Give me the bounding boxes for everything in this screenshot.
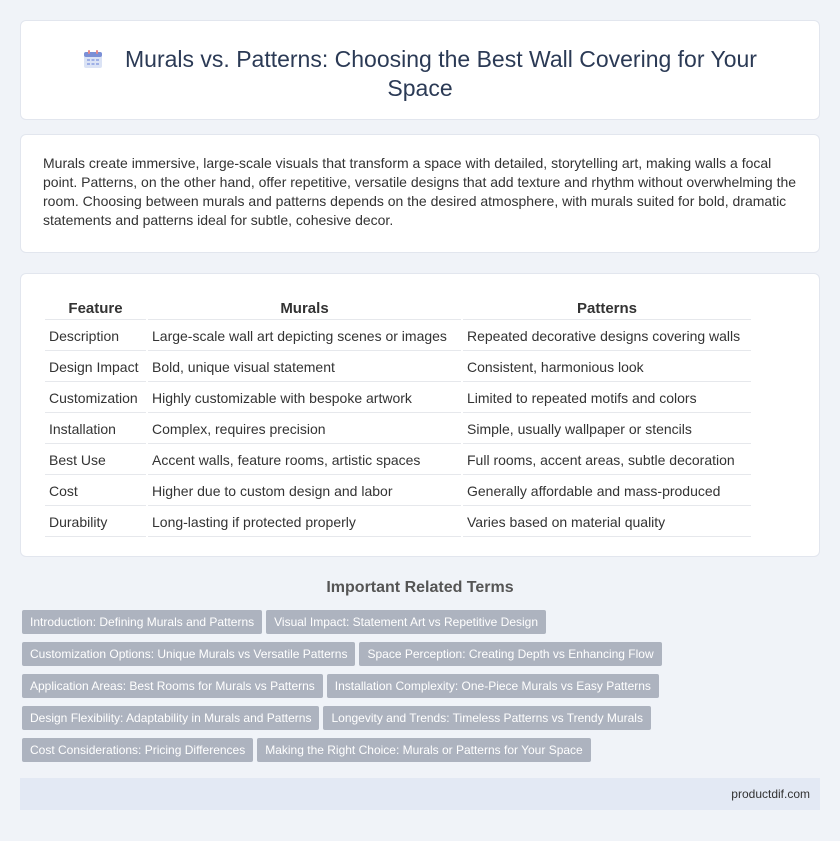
table-cell: Consistent, harmonious look bbox=[463, 353, 751, 382]
table-cell: Higher due to custom design and labor bbox=[148, 477, 461, 506]
comparison-table bbox=[43, 296, 753, 539]
table-cell: Long-lasting if protected properly bbox=[148, 508, 461, 537]
column-header-feature: Feature bbox=[45, 298, 146, 320]
table-row bbox=[45, 508, 751, 537]
table-cell: Repeated decorative designs covering walls bbox=[463, 322, 751, 351]
table-row bbox=[45, 446, 751, 475]
tag-row bbox=[22, 642, 802, 674]
table-cell: Description bbox=[45, 322, 146, 351]
table-row bbox=[45, 322, 751, 351]
intro-card bbox=[20, 134, 820, 253]
tag-row bbox=[22, 674, 802, 706]
column-header-patterns: Patterns bbox=[463, 298, 751, 320]
table-cell: Varies based on material quality bbox=[463, 508, 751, 537]
table-cell: Full rooms, accent areas, subtle decoration bbox=[463, 446, 751, 475]
column-header-murals: Murals bbox=[148, 298, 461, 320]
footer-site-link[interactable]: productdif.com bbox=[731, 787, 810, 801]
footer bbox=[20, 778, 820, 810]
related-terms-list bbox=[22, 610, 802, 770]
table-cell: Durability bbox=[45, 508, 146, 537]
table-cell: Accent walls, feature rooms, artistic spaces bbox=[148, 446, 461, 475]
calendar-icon bbox=[83, 49, 103, 69]
table-cell: Installation bbox=[45, 415, 146, 444]
table-cell: Best Use bbox=[45, 446, 146, 475]
related-term-tag[interactable]: Installation Complexity: One-Piece Murals vs Easy Patterns bbox=[327, 674, 659, 698]
table-cell: Bold, unique visual statement bbox=[148, 353, 461, 382]
table-cell: Complex, requires precision bbox=[148, 415, 461, 444]
comparison-card bbox=[20, 273, 820, 557]
related-term-tag[interactable]: Introduction: Defining Murals and Patterns bbox=[22, 610, 262, 634]
tag-row bbox=[22, 738, 802, 770]
header-card bbox=[20, 20, 820, 120]
related-term-tag[interactable]: Space Perception: Creating Depth vs Enhancing Flow bbox=[359, 642, 661, 666]
related-term-tag[interactable]: Longevity and Trends: Timeless Patterns vs Trendy Murals bbox=[323, 706, 650, 730]
related-terms-title: Important Related Terms bbox=[326, 579, 514, 596]
table-cell: Design Impact bbox=[45, 353, 146, 382]
related-term-tag[interactable]: Customization Options: Unique Murals vs Versatile Patterns bbox=[22, 642, 355, 666]
related-term-tag[interactable]: Application Areas: Best Rooms for Murals vs Patterns bbox=[22, 674, 323, 698]
page-title-text: Murals vs. Patterns: Choosing the Best Wall Covering for Your Space bbox=[125, 46, 757, 101]
table-cell: Generally affordable and mass-produced bbox=[463, 477, 751, 506]
table-row bbox=[45, 415, 751, 444]
table-cell: Limited to repeated motifs and colors bbox=[463, 384, 751, 413]
table-row bbox=[45, 477, 751, 506]
table-cell: Large-scale wall art depicting scenes or images bbox=[148, 322, 461, 351]
table-cell: Simple, usually wallpaper or stencils bbox=[463, 415, 751, 444]
related-term-tag[interactable]: Visual Impact: Statement Art vs Repetitive Design bbox=[266, 610, 546, 634]
related-term-tag[interactable]: Design Flexibility: Adaptability in Murals and Patterns bbox=[22, 706, 319, 730]
table-cell: Customization bbox=[45, 384, 146, 413]
related-term-tag[interactable]: Making the Right Choice: Murals or Patterns for Your Space bbox=[257, 738, 591, 762]
tag-row bbox=[22, 610, 802, 642]
table-cell: Cost bbox=[45, 477, 146, 506]
table-cell: Highly customizable with bespoke artwork bbox=[148, 384, 461, 413]
title-wrap bbox=[21, 45, 819, 103]
related-term-tag[interactable]: Cost Considerations: Pricing Differences bbox=[22, 738, 253, 762]
page-title bbox=[61, 45, 779, 103]
tag-row bbox=[22, 706, 802, 738]
table-row bbox=[45, 353, 751, 382]
table-header-row bbox=[45, 298, 751, 320]
intro-text: Murals create immersive, large-scale visuals that transform a space with detailed, storytelling art, making walls a focal point. Patterns, on the other hand, offer repetitive, versatile designs that add texture and rhythm without overwhelming the room. Choosing between murals and patterns depends on the desired atmosphere, with murals suited for bold, dramatic statements and patterns ideal for subtle, cohesive decor. bbox=[43, 155, 797, 228]
table-row bbox=[45, 384, 751, 413]
